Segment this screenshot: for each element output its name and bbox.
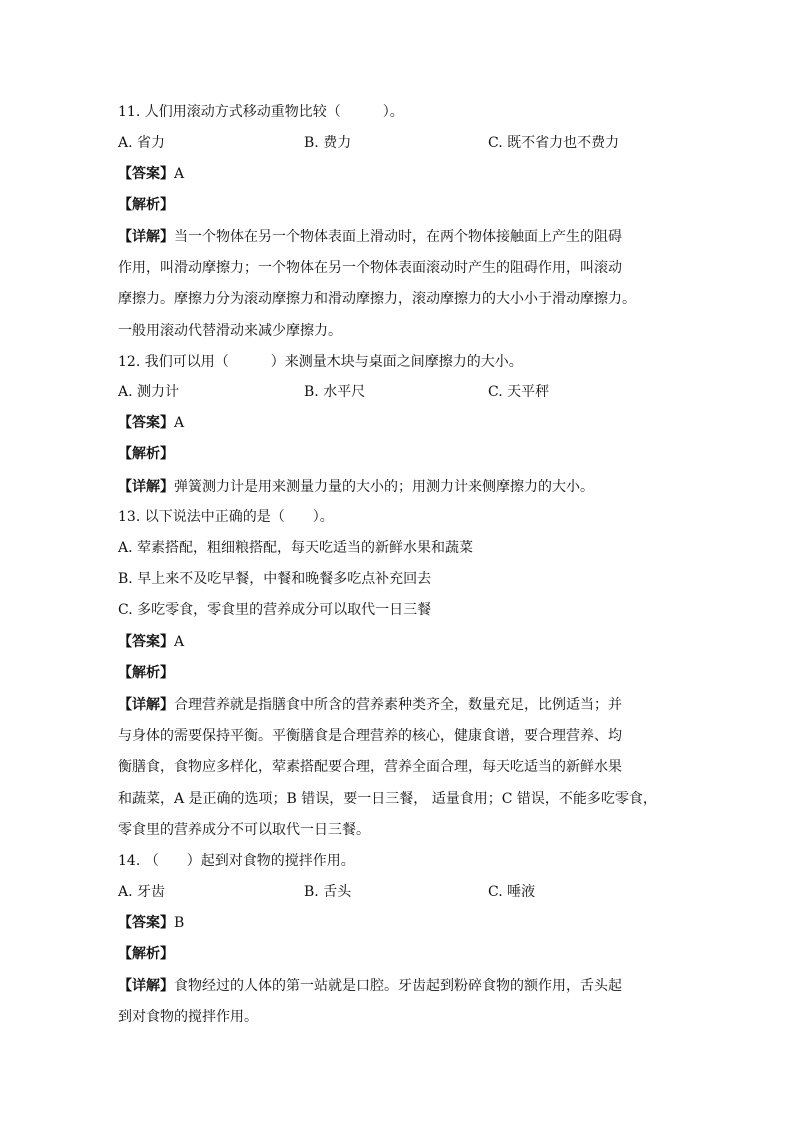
question-13: 13. 以下说法中正确的是（ ）。 [118, 509, 334, 525]
detail-tag: 【详解】 [118, 479, 174, 495]
question-14: 14. （ ）起到对食物的搅拌作用。 [118, 853, 355, 869]
q13-detail-line-5: 零食里的营养成分不可以取代一日三餐。 [118, 822, 370, 838]
q11-analysis-tag: 【解析】 [118, 197, 174, 213]
q13-option-b: B. 早上来不及吃早餐，中餐和晚餐多吃点补充回去 [118, 571, 432, 587]
q11-detail-line-4: 一般用滚动代替滑动来减少摩擦力。 [118, 323, 342, 339]
q13-detail-line-4: 和蔬菜，A 是正确的选项；B 错误，要一日三餐， 适量食用；C 错误，不能多吃零食， [118, 791, 657, 807]
q11-option-c: C. 既不省力也不费力 [488, 135, 620, 151]
q11-option-b: B. 费力 [304, 135, 352, 151]
answer-value: A [174, 166, 185, 182]
q14-option-a: A. 牙齿 [118, 884, 166, 900]
answer-tag: 【答案】 [118, 634, 174, 650]
answer-tag: 【答案】 [118, 166, 174, 182]
q13-option-c: C. 多吃零食，零食里的营养成分可以取代一日三餐 [118, 602, 432, 618]
q11-detail-line-2: 作用，叫滑动摩擦力；一个物体在另一个物体表面滚动时产生的阻碍作用，叫滚动 [118, 260, 622, 276]
q11-detail-line-3: 摩擦力。摩擦力分为滚动摩擦力和滑动摩擦力，滚动摩擦力的大小小于滑动摩擦力。 [118, 291, 636, 307]
q13-detail-line-2: 与身体的需要保持平衡。平衡膳食是合理营养的核心，健康食谱，要合理营养、均 [118, 728, 622, 744]
q13-detail-line-3: 衡膳食，食物应多样化，荤素搭配要合理，营养全面合理，每天吃适当的新鲜水果 [118, 759, 622, 775]
q12-analysis-tag: 【解析】 [118, 446, 174, 462]
q12-option-c: C. 天平秤 [488, 384, 550, 400]
q12-detail-line-1: 【详解】弹簧测力计是用来测量力量的大小的；用测力计来侧摩擦力的大小。 [118, 479, 594, 495]
q14-analysis-tag: 【解析】 [118, 946, 174, 962]
q12-answer [118, 413, 688, 433]
answer-tag: 【答案】 [118, 915, 174, 931]
q14-detail-line-1: 【详解】食物经过的人体的第一站就是口腔。牙齿起到粉碎食物的额作用，舌头起 [118, 978, 622, 994]
q14-option-b: B. 舌头 [304, 884, 352, 900]
answer-value: B [174, 915, 185, 931]
q11-detail-line-1: 【详解】当一个物体在另一个物体表面上滑动时，在两个物体接触面上产生的阻碍 [118, 229, 622, 245]
q13-answer [118, 632, 688, 652]
q14-answer [118, 913, 688, 933]
q13-analysis-tag: 【解析】 [118, 665, 174, 681]
q12-option-a: A. 测力计 [118, 384, 180, 400]
detail-tag: 【详解】 [118, 697, 174, 713]
answer-tag: 【答案】 [118, 415, 174, 431]
q13-detail-line-1: 【详解】合理营养就是指膳食中所含的营养素种类齐全，数量充足，比例适当；并 [118, 697, 622, 713]
q14-detail-line-2: 到对食物的搅拌作用。 [118, 1009, 258, 1025]
detail-tag: 【详解】 [118, 978, 174, 994]
q14-option-c: C. 唾液 [488, 884, 536, 900]
question-11: 11. 人们用滚动方式移动重物比较（ ）。 [118, 104, 404, 120]
q13-option-a: A. 荤素搭配，粗细粮搭配，每天吃适当的新鲜水果和蔬菜 [118, 540, 474, 556]
answer-value: A [174, 415, 185, 431]
q12-option-b: B. 水平尺 [304, 384, 366, 400]
detail-tag: 【详解】 [118, 229, 174, 245]
q11-option-a: A. 省力 [118, 135, 166, 151]
answer-value: A [174, 634, 185, 650]
question-12: 12. 我们可以用（ ）来测量木块与桌面之间摩擦力的大小。 [118, 354, 523, 370]
q11-answer [118, 164, 688, 184]
